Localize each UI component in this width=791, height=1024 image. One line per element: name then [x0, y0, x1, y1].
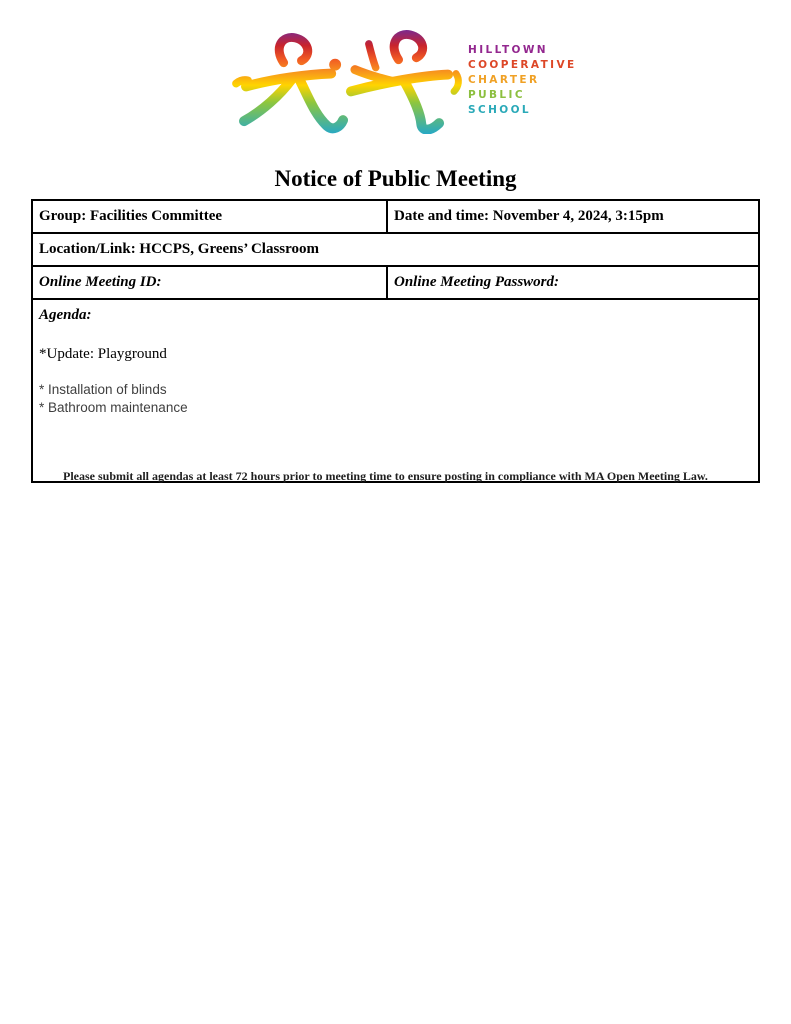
agenda-item: * Bathroom maintenance: [39, 399, 188, 415]
table-row-group-date: [32, 200, 759, 233]
table-row-online-meeting: [32, 266, 759, 299]
table-row-location: [32, 233, 759, 266]
agenda-item-list: [39, 381, 752, 416]
logo-line-public: PUBLIC: [468, 89, 525, 101]
logo-line-charter: CHARTER: [468, 74, 540, 86]
school-logo: [230, 30, 577, 134]
logo-school-name: [468, 30, 577, 118]
footer-note: Please submit all agendas at least 72 hours prior to meeting time to ensure posting in compliance with MA Open Meeting Law.: [63, 469, 708, 483]
dancing-figures-icon: [230, 30, 468, 134]
logo-line-cooperative: COOPERATIVE: [468, 59, 577, 71]
meeting-password-cell: Online Meeting Password:: [387, 266, 759, 299]
logo-line-school: SCHOOL: [468, 104, 531, 116]
agenda-item: * Installation of blinds: [39, 382, 167, 397]
page-title: Notice of Public Meeting: [274, 166, 517, 191]
meeting-id-cell: Online Meeting ID:: [32, 266, 387, 299]
agenda-cell: [32, 299, 759, 482]
agenda-update-item: *Update: Playground: [39, 346, 167, 362]
meeting-table: [31, 199, 760, 483]
logo-line-hilltown: HILLTOWN: [468, 44, 548, 56]
agenda-label: Agenda:: [39, 307, 92, 323]
table-row-agenda: [32, 299, 759, 482]
group-cell: Group: Facilities Committee: [32, 200, 387, 233]
datetime-cell: Date and time: November 4, 2024, 3:15pm: [387, 200, 759, 233]
location-cell: Location/Link: HCCPS, Greens’ Classroom: [32, 233, 759, 266]
